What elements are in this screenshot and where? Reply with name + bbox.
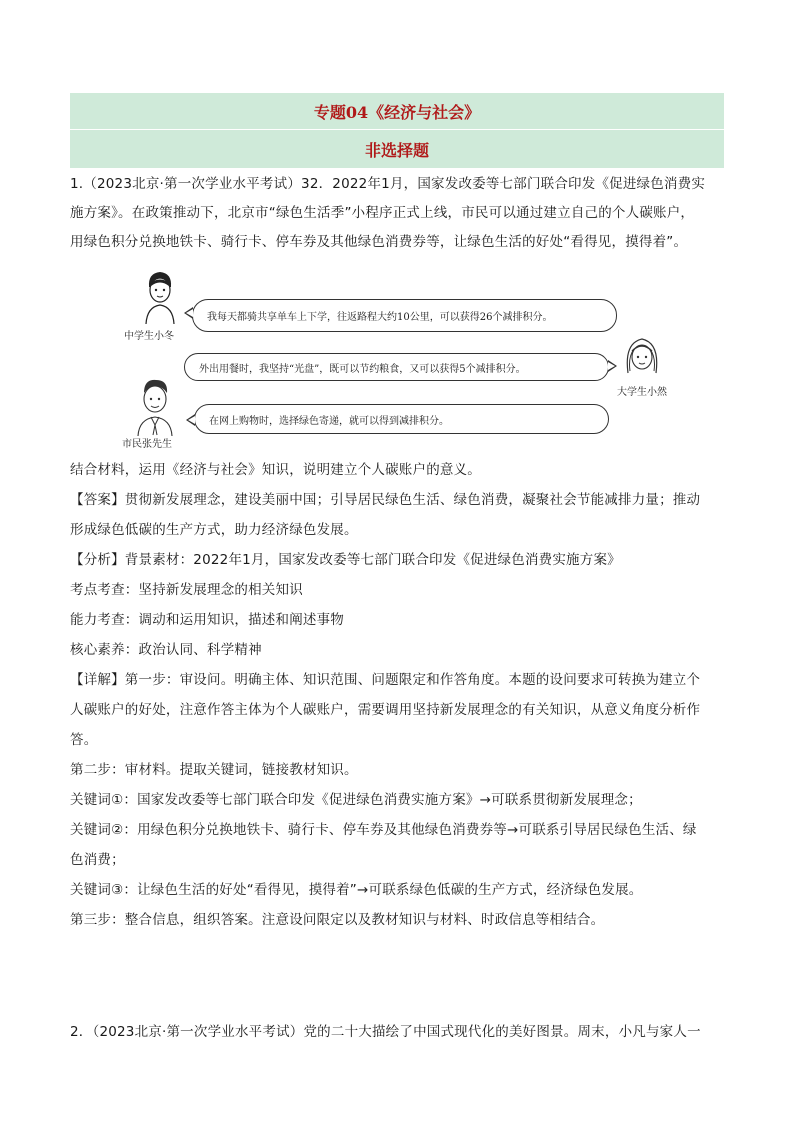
detail-line: 人碳账户的好处，注意作答主体为个人碳账户，需要调用坚持新发展理念的有关知识，从意义角度分析作: [70, 702, 701, 718]
speech-bubble: [192, 299, 617, 332]
question-1-stem: [70, 170, 730, 257]
answer-line: 形成绿色低碳的生产方式，助力经济绿色发展。: [70, 522, 358, 538]
analysis-line: 【分析】背景素材：2022年1月，国家发改委等七部门联合印发《促进绿色消费实施方案》: [70, 552, 621, 568]
question-prompt: 结合材料，运用《经济与社会》知识，说明建立个人碳账户的意义。: [70, 462, 481, 478]
speaker-label: 大学生小然: [617, 387, 667, 398]
detail-line: 第三步：整合信息，组织答案。注意设问限定以及教材知识与材料、时政信息等相结合。: [70, 912, 605, 928]
detail-line: 关键词②：用绿色积分兑换地铁卡、骑行卡、停车券及其他绿色消费券等→可联系引导居民绿色生活、绿: [70, 822, 697, 838]
question-1-line: 施方案》。在政策推动下，北京市“绿色生活季”小程序正式上线，市民可以通过建立自己的个人碳账户，: [70, 205, 695, 221]
detail-line: 【详解】第一步：审设问。明确主体、知识范围、问题限定和作答角度。本题的设问要求可转换为建立个: [70, 672, 701, 688]
detail-line: 关键词①：国家发改委等七部门联合印发《促进绿色消费实施方案》→可联系贯彻新发展理念；: [70, 792, 642, 808]
question-2-stem: [70, 1017, 730, 1047]
page-subtitle: 非选择题: [364, 140, 429, 160]
analysis-line: 考点考查：坚持新发展理念的相关知识: [70, 582, 303, 598]
analysis-line: 核心素养：政治认同、科学精神: [70, 642, 262, 658]
question-1-line: 用绿色积分兑换地铁卡、骑行卡、停车券及其他绿色消费券等，让绿色生活的好处“看得见，摸得着”。: [70, 234, 688, 250]
detail-line: 第二步：审材料。提取关键词，链接教材知识。: [70, 762, 358, 778]
speech-text: 我每天都骑共享单车上下学，往返路程大约10公里，可以获得26个减排积分。: [207, 312, 553, 323]
citizen-man-avatar-icon: [134, 375, 176, 437]
answer-line: 【答案】贯彻新发展理念，建设美丽中国；引导居民绿色生活、绿色消费，凝聚社会节能减排力量；推动: [70, 492, 701, 508]
college-girl-avatar-icon: [622, 333, 662, 381]
detail-line: 答。: [70, 732, 98, 748]
question-1-line: 1.（2023北京·第一次学业水平考试）32．2022年1月，国家发改委等七部门联合印发《促进绿色消费实: [70, 176, 706, 192]
speaker-label: 中学生小冬: [124, 331, 174, 342]
detail-line: 关键词③：让绿色生活的好处“看得见，摸得着”→可联系绿色低碳的生产方式，经济绿色发展。: [70, 882, 643, 898]
analysis-line: 能力考查：调动和运用知识，描述和阐述事物: [70, 612, 344, 628]
title-banner: [70, 93, 724, 168]
page-title: 专题04《经济与社会》: [70, 93, 724, 130]
speech-text: 在网上购物时，选择绿色寄递，就可以得到减排积分。: [209, 415, 449, 427]
student-boy-avatar-icon: [142, 267, 178, 325]
speech-bubble: [194, 404, 609, 434]
question-1-answer-section: [70, 455, 730, 935]
speaker-label: 市民张先生: [122, 439, 172, 450]
detail-line: 色消费；: [70, 852, 125, 868]
dialogue-figure: [112, 265, 667, 450]
speech-text: 外出用餐时，我坚持“光盘”，既可以节约粮食，又可以获得5个减排积分。: [199, 363, 526, 375]
question-2-line: 2．（2023北京·第一次学业水平考试）党的二十大描绘了中国式现代化的美好图景。周末，小凡与家人一: [70, 1024, 701, 1040]
speech-bubble: [184, 353, 609, 381]
